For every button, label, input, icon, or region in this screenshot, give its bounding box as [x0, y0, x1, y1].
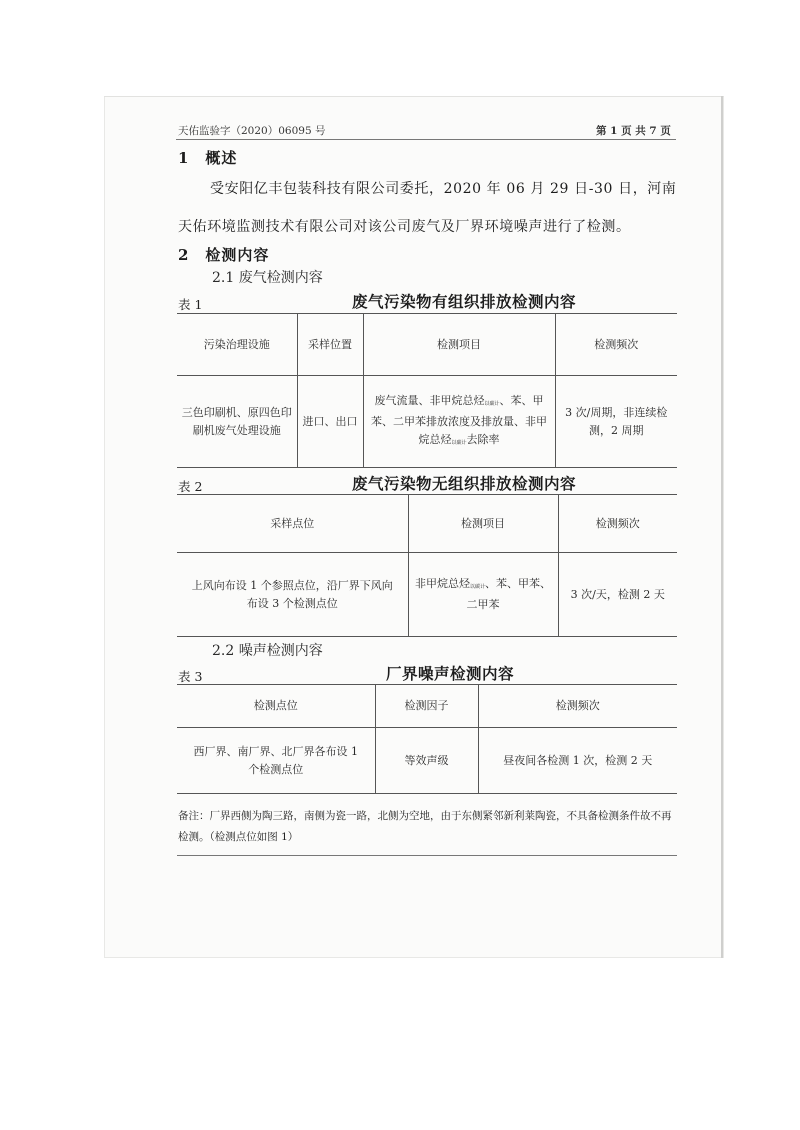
subsection-2-2: 2.2 噪声检测内容 [212, 643, 323, 659]
items-text: 非甲烷总烃 [414, 577, 470, 590]
footnote-divider [177, 855, 677, 856]
page-info: 第 1 页 共 7 页 [596, 125, 671, 137]
table-header-cell: 采样位置 [297, 314, 363, 376]
items-text: 去除率 [466, 432, 500, 446]
table-header-cell: 检测频次 [558, 495, 677, 553]
scan-edge-right [721, 96, 723, 958]
items-text: 、苯、甲苯、二甲苯 [466, 577, 551, 611]
items-text: 废气流量、非甲烷总烃 [374, 393, 485, 407]
table-cell-point: 西厂界、南厂界、北厂界各布设 1 个检测点位 [177, 728, 375, 794]
table-2-label: 表 2 [178, 479, 203, 494]
table-cell-items [363, 376, 555, 468]
subsection-2-1: 2.1 废气检测内容 [212, 270, 323, 286]
items-subscript: 以碳计 [469, 584, 485, 590]
table-2-title: 废气污染物无组织排放检测内容 [352, 474, 577, 493]
table-header-cell: 污染治理设施 [177, 314, 297, 376]
section-1-title: 1 概述 [178, 149, 238, 167]
table-cell-frequency: 昼夜间各检测 1 次，检测 2 天 [478, 728, 677, 794]
items-subscript: 以碳计 [451, 439, 467, 446]
table-row [177, 553, 677, 637]
table-1-title: 废气污染物有组织排放检测内容 [352, 292, 577, 311]
table-header-cell: 检测项目 [363, 314, 555, 376]
table-3-title: 厂界噪声检测内容 [386, 664, 515, 683]
table-cell-factor: 等效声级 [375, 728, 478, 794]
items-subscript: 以碳计 [484, 400, 500, 407]
table-header-cell: 检测项目 [408, 495, 558, 553]
table-cell-point: 上风向布设 1 个参照点位，沿厂界下风向布设 3 个检测点位 [177, 553, 408, 637]
table-header-cell: 检测点位 [177, 685, 375, 728]
items-text: 、苯、甲苯、二甲苯排放浓度及排放量、非甲烷总烃 [371, 393, 547, 446]
footnote: 备注：厂界西侧为陶三路，南侧为瓷一路，北侧为空地，由于东侧紧邻新利莱陶瓷，不具备检测条件故不再检测。（检测点位如图 1） [178, 810, 672, 843]
table-3 [177, 684, 677, 794]
section-2-title: 2 检测内容 [178, 246, 270, 264]
table-header-cell: 检测频次 [555, 314, 677, 376]
table-1 [177, 313, 677, 468]
table-header-cell: 检测频次 [478, 685, 677, 728]
header-divider [176, 139, 676, 140]
table-header-cell: 采样点位 [177, 495, 408, 553]
overview-paragraph: 受安阳亿丰包装科技有限公司委托，2020 年 06 月 29 日-30 日，河南天佑环境监测技术有限公司对该公司废气及厂界环境噪声进行了检测。 [178, 181, 677, 235]
table-row [177, 728, 677, 794]
table-cell-items [408, 553, 558, 637]
table-cell-location: 进口、出口 [297, 376, 363, 468]
scan-edge-top [104, 96, 724, 97]
table-header-cell: 检测因子 [375, 685, 478, 728]
table-1-label: 表 1 [178, 297, 203, 312]
table-cell-facility: 三色印刷机、原四色印刷机废气处理设施 [177, 376, 297, 468]
table-header-row [177, 495, 677, 553]
table-2 [177, 494, 677, 637]
table-cell-frequency: 3 次/天，检测 2 天 [558, 553, 677, 637]
table-3-label: 表 3 [178, 669, 203, 684]
table-cell-frequency: 3 次/周期，非连续检测，2 周期 [555, 376, 677, 468]
table-row [177, 376, 677, 468]
table-header-row [177, 685, 677, 728]
document-number: 天佑监验字（2020）06095 号 [178, 125, 326, 137]
table-header-row [177, 314, 677, 376]
